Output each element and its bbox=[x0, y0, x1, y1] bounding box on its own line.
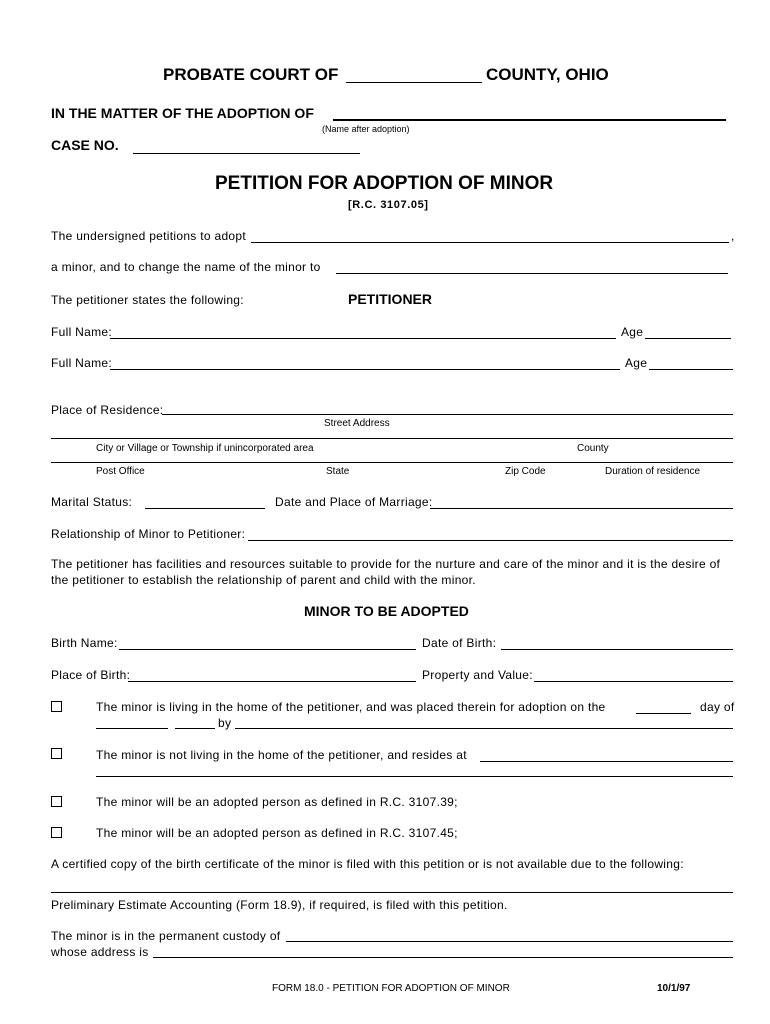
certified-reason-field[interactable] bbox=[51, 892, 733, 893]
zip-caption: Zip Code bbox=[505, 466, 546, 477]
rc-citation: [R.C. 3107.05] bbox=[348, 199, 429, 211]
custody-label: The minor is in the permanent custody of bbox=[51, 929, 281, 943]
court-prefix: PROBATE COURT OF bbox=[163, 65, 339, 84]
birth-name-field[interactable] bbox=[119, 649, 416, 650]
day-of-label: day of bbox=[700, 700, 735, 714]
facilities-paragraph: The petitioner has facilities and resources suitable to provide for the nurture and care of the minor and it is the desire of the petitioner to establish the relationship of parent and child with the minor. bbox=[51, 557, 721, 587]
by-label: by bbox=[218, 716, 232, 730]
placement-year-field[interactable] bbox=[175, 728, 215, 729]
new-name-field[interactable] bbox=[336, 273, 728, 274]
name-after-adoption-caption: (Name after adoption) bbox=[322, 124, 410, 134]
matter-label: IN THE MATTER OF THE ADOPTION OF bbox=[51, 105, 314, 121]
form-footer: FORM 18.0 - PETITION FOR ADOPTION OF MINOR bbox=[272, 983, 510, 994]
adopted-3107-45-checkbox[interactable] bbox=[51, 827, 62, 838]
full-name-label-1: Full Name: bbox=[51, 325, 113, 339]
post-office-field[interactable] bbox=[51, 462, 733, 463]
adoptee-name-field[interactable] bbox=[333, 119, 726, 121]
property-field[interactable] bbox=[534, 681, 733, 682]
dob-field[interactable] bbox=[501, 649, 733, 650]
option-3107-39-text: The minor will be an adopted person as defined in R.C. 3107.39; bbox=[96, 795, 458, 809]
age-field-2[interactable] bbox=[649, 369, 733, 370]
age-field-1[interactable] bbox=[645, 338, 731, 339]
certified-copy-text: A certified copy of the birth certificate of the minor is filed with this petition or is not available due to the following: bbox=[51, 857, 684, 871]
custody-field[interactable] bbox=[286, 941, 733, 942]
resides-at-field[interactable] bbox=[480, 761, 733, 762]
petitioner-heading: PETITIONER bbox=[348, 291, 433, 307]
court-suffix: COUNTY, OHIO bbox=[486, 65, 609, 84]
option-not-living-text: The minor is not living in the home of the petitioner, and resides at bbox=[96, 748, 467, 762]
option-3107-45-text: The minor will be an adopted person as defined in R.C. 3107.45; bbox=[96, 826, 458, 840]
relationship-label: Relationship of Minor to Petitioner: bbox=[51, 527, 246, 541]
address-label: whose address is bbox=[51, 945, 149, 959]
age-label-2: Age bbox=[625, 356, 648, 370]
full-name-field-1[interactable] bbox=[110, 338, 616, 339]
full-name-label-2: Full Name: bbox=[51, 356, 113, 370]
not-living-checkbox[interactable] bbox=[51, 748, 62, 759]
minor-heading: MINOR TO BE ADOPTED bbox=[304, 603, 469, 619]
marital-label: Marital Status: bbox=[51, 495, 133, 509]
duration-caption: Duration of residence bbox=[605, 466, 701, 477]
street-address-field[interactable] bbox=[162, 414, 733, 415]
county-name-field[interactable] bbox=[346, 82, 482, 83]
comma: , bbox=[731, 229, 735, 243]
custodian-address-field[interactable] bbox=[153, 957, 733, 958]
county-caption: County bbox=[577, 443, 609, 454]
property-label: Property and Value: bbox=[422, 668, 533, 682]
resides-at-field-2[interactable] bbox=[96, 776, 733, 777]
preliminary-text: Preliminary Estimate Accounting (Form 18.9), if required, is filed with this petition. bbox=[51, 898, 508, 912]
marriage-field[interactable] bbox=[430, 508, 733, 509]
placed-by-field[interactable] bbox=[235, 728, 733, 729]
case-no-label: CASE NO. bbox=[51, 137, 119, 153]
placement-day-field[interactable] bbox=[636, 713, 691, 714]
pob-label: Place of Birth: bbox=[51, 668, 131, 682]
city-county-field[interactable] bbox=[51, 438, 733, 439]
change-name-label: a minor, and to change the name of the minor to bbox=[51, 260, 321, 274]
post-office-caption: Post Office bbox=[96, 466, 145, 477]
city-caption: City or Village or Township if unincorporated area bbox=[96, 443, 314, 454]
case-no-field[interactable] bbox=[133, 153, 360, 154]
minor-birth-name-field[interactable] bbox=[251, 242, 729, 243]
street-address-caption: Street Address bbox=[324, 418, 390, 429]
birth-name-label: Birth Name: bbox=[51, 636, 118, 650]
undersigned-label: The undersigned petitions to adopt bbox=[51, 229, 246, 243]
age-label-1: Age bbox=[621, 325, 644, 339]
marriage-label: Date and Place of Marriage: bbox=[275, 495, 433, 509]
states-label: The petitioner states the following: bbox=[51, 293, 244, 307]
form-date: 10/1/97 bbox=[657, 983, 691, 994]
full-name-field-2[interactable] bbox=[110, 369, 620, 370]
dob-label: Date of Birth: bbox=[422, 636, 497, 650]
placement-month-field[interactable] bbox=[96, 728, 168, 729]
option-living-text: The minor is living in the home of the petitioner, and was placed therein for adoption on the bbox=[96, 700, 606, 714]
page-title: PETITION FOR ADOPTION OF MINOR bbox=[215, 173, 554, 194]
adopted-3107-39-checkbox[interactable] bbox=[51, 796, 62, 807]
marital-field[interactable] bbox=[145, 508, 265, 509]
state-caption: State bbox=[326, 466, 350, 477]
pob-field[interactable] bbox=[128, 681, 416, 682]
residence-label: Place of Residence: bbox=[51, 403, 164, 417]
relationship-field[interactable] bbox=[248, 540, 733, 541]
living-in-home-checkbox[interactable] bbox=[51, 701, 62, 712]
